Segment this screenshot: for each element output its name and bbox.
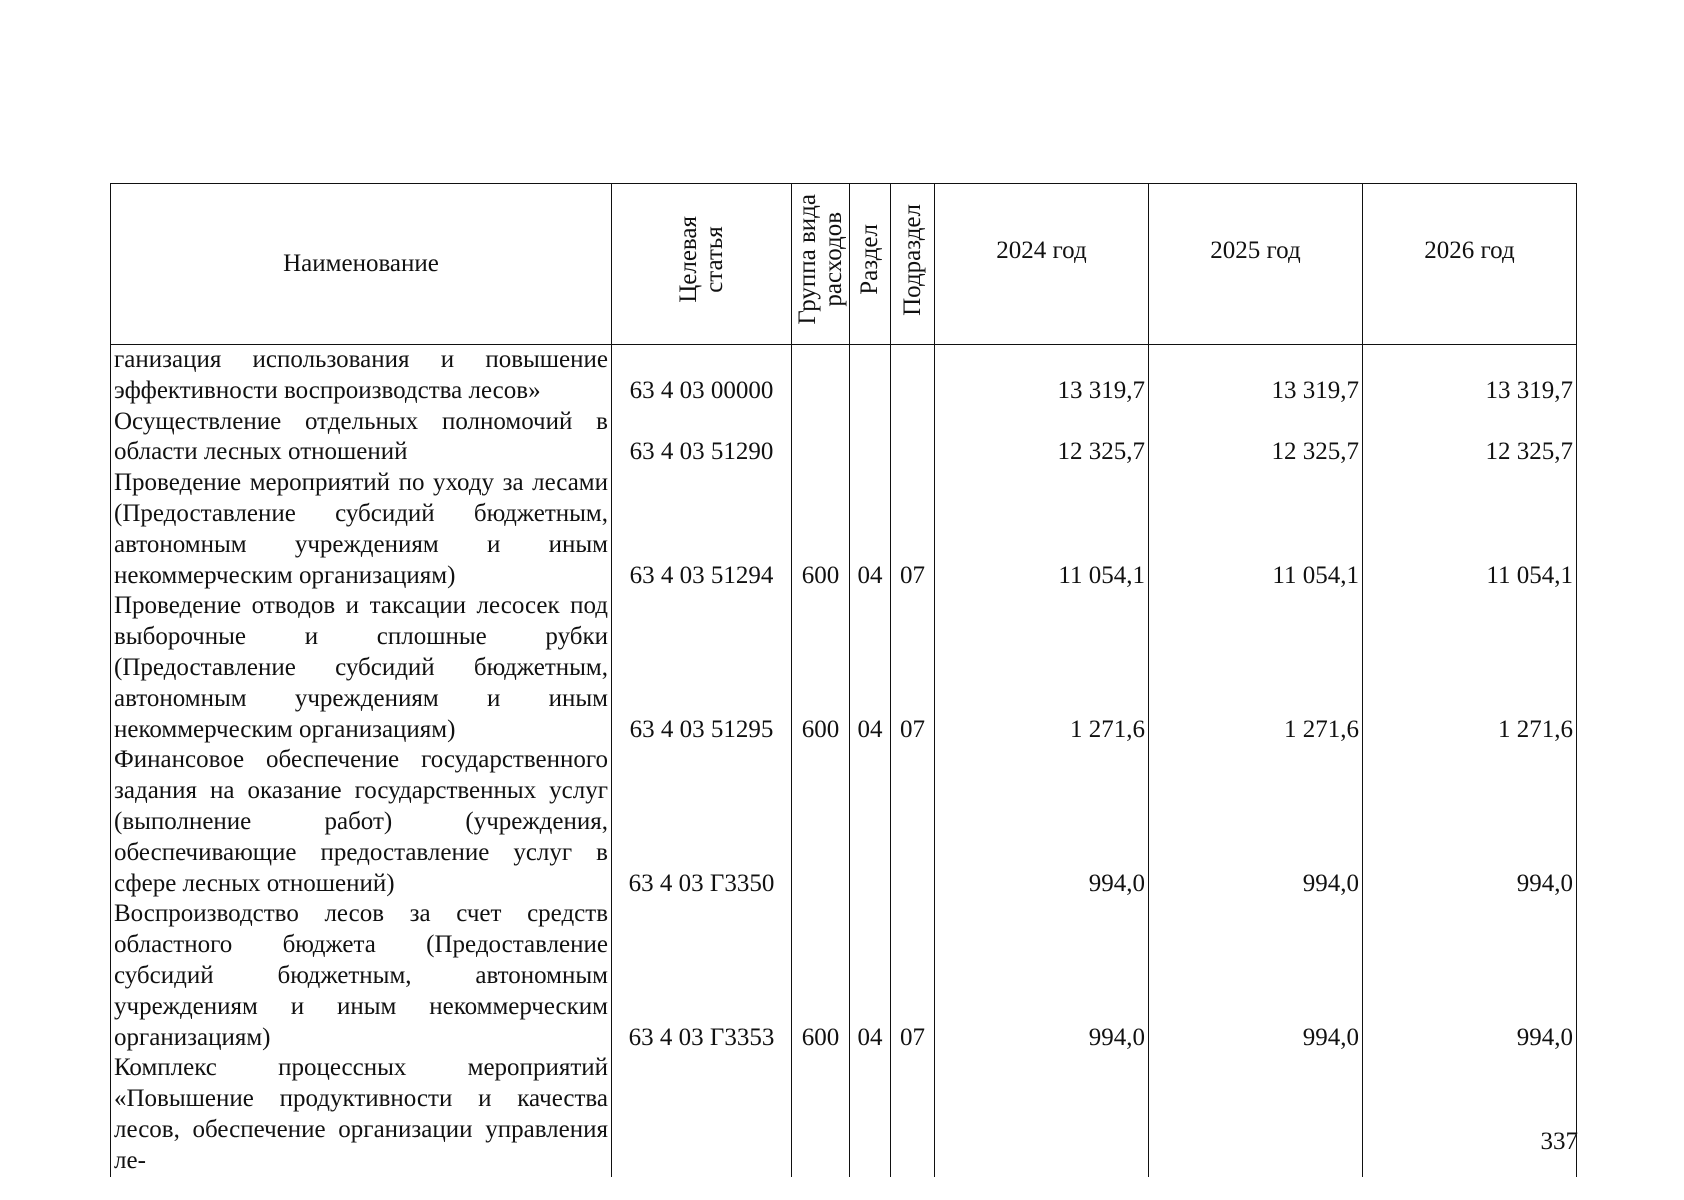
- row-value-2026: 994,0: [1363, 745, 1577, 899]
- row-subsection: 07: [891, 468, 935, 591]
- row-value-2026: 12 325,7: [1363, 407, 1577, 469]
- row-section: [850, 1053, 891, 1176]
- row-value-2026: 11 054,1: [1363, 468, 1577, 591]
- row-expense-group: [792, 345, 850, 407]
- row-value-2025: 12 325,7: [1149, 407, 1363, 469]
- row-name: Финансовое обеспечение государственного задания на оказание государственных услуг (выполнение работ) (учреждения, обеспечивающие предоставление услуг в сфере лесных отношений): [111, 745, 612, 899]
- row-target-article: 63 4 03 Г3350: [612, 745, 792, 899]
- header-target-article: Целевая статья: [612, 184, 792, 345]
- row-target-article: 63 4 03 51290: [612, 407, 792, 469]
- row-subsection: [891, 1053, 935, 1176]
- header-2025: 2025 год: [1149, 184, 1363, 345]
- header-name: Наименование: [111, 184, 612, 345]
- row-section: 04: [850, 591, 891, 745]
- row-value-2025: 1 271,6: [1149, 591, 1363, 745]
- row-target-article: 63 4 03 51294: [612, 468, 792, 591]
- row-name: Комплекс процессных мероприятий «Повышение продуктивности и качества лесов, обеспечение организации управления ле-: [111, 1053, 612, 1176]
- row-value-2024: 11 054,1: [935, 468, 1149, 591]
- row-value-2025: 13 319,7: [1149, 345, 1363, 407]
- table-row: [111, 407, 1577, 469]
- row-value-2025: 994,0: [1149, 745, 1363, 899]
- row-value-2025: 11 054,1: [1149, 468, 1363, 591]
- row-section: [850, 407, 891, 469]
- row-name: Осуществление отдельных полномочий в области лесных отношений: [111, 407, 612, 469]
- row-value-2024: 13 319,7: [935, 345, 1149, 407]
- row-subsection: [891, 745, 935, 899]
- row-name: ганизация использования и повышение эффективности воспроизводства лесов»: [111, 345, 612, 407]
- row-expense-group: [792, 407, 850, 469]
- header-2024: 2024 год: [935, 184, 1149, 345]
- header-2026: 2026 год: [1363, 184, 1577, 345]
- table-row: [111, 745, 1577, 899]
- row-expense-group: 600: [792, 468, 850, 591]
- row-expense-group: [792, 745, 850, 899]
- row-value-2024: 12 325,7: [935, 407, 1149, 469]
- header-expense-group: Группа вида расходов: [792, 184, 850, 345]
- row-target-article: [612, 1053, 792, 1176]
- row-subsection: 07: [891, 591, 935, 745]
- header-section: Раздел: [850, 184, 891, 345]
- row-name: Проведение мероприятий по уходу за лесами (Предоставление субсидий бюджетным, автономным учреждениям и иным некоммерческим организациям): [111, 468, 612, 591]
- row-value-2026: 994,0: [1363, 899, 1577, 1053]
- row-target-article: 63 4 03 00000: [612, 345, 792, 407]
- row-value-2026: 1 271,6: [1363, 591, 1577, 745]
- budget-table: [110, 183, 1577, 1177]
- row-value-2025: 994,0: [1149, 899, 1363, 1053]
- row-subsection: [891, 407, 935, 469]
- row-target-article: 63 4 03 51295: [612, 591, 792, 745]
- row-section: [850, 345, 891, 407]
- table-row: [111, 591, 1577, 745]
- table-row: [111, 468, 1577, 591]
- row-expense-group: 600: [792, 899, 850, 1053]
- header-subsection: Подраздел: [891, 184, 935, 345]
- table-row: [111, 899, 1577, 1053]
- row-value-2026: 13 319,7: [1363, 345, 1577, 407]
- row-value-2024: 994,0: [935, 745, 1149, 899]
- row-section: [850, 745, 891, 899]
- table-row: [111, 1053, 1577, 1176]
- row-value-2026: [1363, 1053, 1577, 1176]
- page-number: 337: [1540, 1128, 1578, 1155]
- row-name: Воспроизводство лесов за счет средств областного бюджета (Предоставление субсидий бюджетным, автономным учреждениям и иным некоммерческим организациям): [111, 899, 612, 1053]
- table-row: [111, 345, 1577, 407]
- row-expense-group: [792, 1053, 850, 1176]
- row-section: 04: [850, 468, 891, 591]
- row-value-2024: 1 271,6: [935, 591, 1149, 745]
- table-header-row: [111, 184, 1577, 345]
- row-value-2024: 994,0: [935, 899, 1149, 1053]
- row-value-2025: [1149, 1053, 1363, 1176]
- row-target-article: 63 4 03 Г3353: [612, 899, 792, 1053]
- row-value-2024: [935, 1053, 1149, 1176]
- row-subsection: [891, 345, 935, 407]
- row-name: Проведение отводов и таксации лесосек под выборочные и сплошные рубки (Предоставление субсидий бюджетным, автономным учреждениям и иным некоммерческим организациям): [111, 591, 612, 745]
- row-expense-group: 600: [792, 591, 850, 745]
- row-subsection: 07: [891, 899, 935, 1053]
- row-section: 04: [850, 899, 891, 1053]
